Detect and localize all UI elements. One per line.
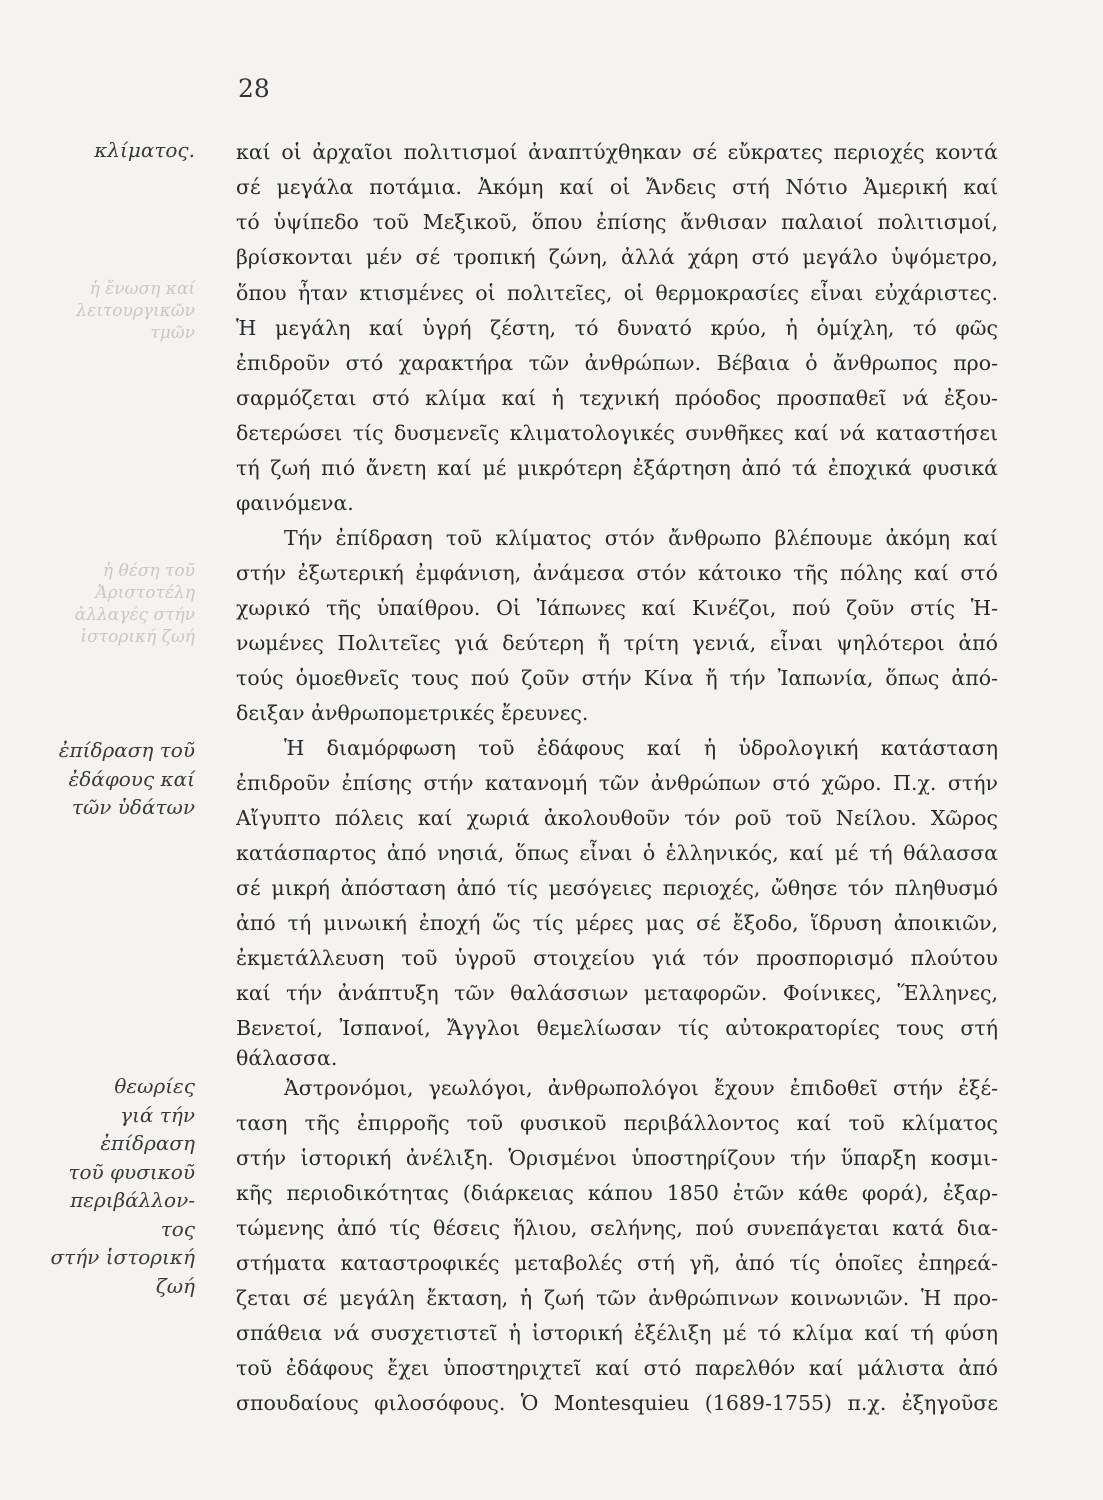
body-line: σαρμόζεται στό κλίμα καί ἡ τεχνική πρόοδος προσπαθεῖ νά ἐξου- — [236, 386, 998, 410]
body-line: Ἀστρονόμοι, γεωλόγοι, ἀνθρωπολόγοι ἔχουν ἐπιδοθεῖ στήν ἐξέ- — [284, 1076, 998, 1100]
ghost-line: Ἀριστοτέλη — [95, 583, 195, 603]
body-line: ἀπό τή μινωική ἐποχή ὥς τίς μέρες μας σέ ἔξοδο, ἵδρυση ἀποικιῶν, — [236, 911, 998, 935]
margin-note-line: γιά τήν — [120, 1102, 195, 1127]
page-number: 28 — [238, 74, 270, 103]
ghost-note-b — [35, 560, 195, 648]
body-line: Τήν ἐπίδραση τοῦ κλίματος στόν ἄνθρωπο βλέπουμε ἀκόμη καί — [284, 526, 998, 550]
margin-note-edafos — [45, 736, 195, 822]
body-line: ἐκμετάλλευση τοῦ ὑγροῦ στοιχείου γιά τόν προσπορισμό πλούτου — [236, 946, 998, 970]
body-line: ἐπιδροῦν ἐπίσης στήν κατανομή τῶν ἀνθρώπων στό χῶρο. Π.χ. στήν — [236, 771, 998, 795]
margin-note-theories — [45, 1072, 195, 1300]
body-line: σέ μεγάλα ποτάμια. Ἀκόμη καί οἱ Ἄνδεις στή Νότιο Ἀμερική καί — [236, 175, 998, 199]
body-line: σπουδαίους φιλοσόφους. Ὁ Montesquieu (1689-1755) π.χ. ἐξηγοῦσε — [236, 1391, 998, 1415]
body-line: καί οἱ ἀρχαῖοι πολιτισμοί ἀναπτύχθηκαν σέ εὔκρατες περιοχές κοντά — [236, 140, 998, 164]
body-line: στήματα καταστροφικές μεταβολές στή γῆ, ἀπό τίς ὁποῖες ἐπηρεά- — [236, 1251, 998, 1275]
margin-note-line: κλίματος. — [94, 138, 195, 162]
body-line: βρίσκονται μέν σέ τροπική ζώνη, ἀλλά χάρη στό μεγάλο ὑψόμετρο, — [236, 245, 998, 269]
ghost-line: τμῶν — [150, 323, 195, 343]
body-line: καί τήν ἀνάπτυξη τῶν θαλάσσιων μεταφορῶν. Φοίνικες, Ἕλληνες, — [236, 981, 998, 1005]
body-line: Ἡ διαμόρφωση τοῦ ἐδάφους καί ἡ ὑδρολογική κατάσταση — [284, 736, 998, 760]
ghost-line: ἱστορική ζωή — [80, 627, 195, 647]
body-line: ὅπου ἦταν κτισμένες οἱ πολιτεῖες, οἱ θερμοκρασίες εἶναι εὐχάριστες. — [236, 281, 998, 305]
margin-note-line: στήν ἱστορική — [50, 1245, 195, 1269]
body-line: σέ μικρή ἀπόσταση ἀπό τίς μεσόγειες περιοχές, ὤθησε τόν πληθυσμό — [236, 876, 998, 900]
margin-note-klimatos — [45, 136, 195, 165]
ghost-line: ἡ θέση τοῦ — [102, 561, 195, 581]
body-line: φαινόμενα. — [236, 491, 354, 515]
ghost-line: λειτουργικῶν — [76, 301, 195, 321]
body-line: δετερώσει τίς δυσμενεῖς κλιματολογικές συνθῆκες καί νά καταστήσει — [236, 421, 998, 445]
margin-note-line: ζωή — [155, 1273, 195, 1298]
margin-note-line: ἐπίδραση — [100, 1131, 195, 1155]
margin-note-line: θεωρίες — [114, 1074, 195, 1098]
margin-note-line: τοῦ φυσικοῦ — [68, 1159, 195, 1184]
body-line: στήν ἐξωτερική ἐμφάνιση, ἀνάμεσα στόν κάτοικο τῆς πόλης καί στό — [236, 561, 998, 585]
body-line: ζεται σέ μεγάλη ἔκταση, ἡ ζωή τῶν ἀνθρώπινων κοινωνιῶν. Ἡ προ- — [236, 1286, 998, 1310]
body-line: τώμενης ἀπό τίς θέσεις ἥλιου, σελήνης, πού συνεπάγεται κατά δια- — [236, 1216, 998, 1240]
margin-note-line: περιβάλλον- — [70, 1188, 195, 1212]
body-line: Αἴγυπτο πόλεις καί χωριά ἀκολουθοῦν τόν ροῦ τοῦ Νείλου. Χῶρος — [236, 806, 998, 830]
ghost-line: ἡ ἔνωση καί — [89, 279, 195, 299]
body-line: ἐπιδροῦν στό χαρακτήρα τῶν ἀνθρώπων. Βέβαια ὁ ἄνθρωπος προ- — [236, 351, 998, 375]
margin-note-line: τῶν ὑδάτων — [71, 795, 195, 819]
body-line: χωρικό τῆς ὑπαίθρου. Οἱ Ἰάπωνες καί Κινέζοι, πού ζοῦν στίς Ἡ- — [236, 596, 998, 620]
margin-note-line: ἐπίδραση τοῦ — [58, 738, 195, 762]
margin-note-line: τος — [160, 1216, 195, 1241]
body-line: Βενετοί, Ἰσπανοί, Ἄγγλοι θεμελίωσαν τίς αὐτοκρατορίες τους στή — [236, 1016, 998, 1040]
ghost-note-a — [35, 278, 195, 344]
body-line: τοῦ ἐδάφους ἔχει ὑποστηριχτεῖ καί στό παρελθόν καί μάλιστα ἀπό — [236, 1356, 998, 1380]
body-line: νωμένες Πολιτεῖες γιά δεύτερη ἤ τρίτη γενιά, εἶναι ψηλότεροι ἀπό — [236, 631, 998, 655]
body-line: τούς ὁμοεθνεῖς τους πού ζοῦν στήν Κίνα ἤ τήν Ἰαπωνία, ὅπως ἀπό- — [236, 666, 998, 690]
ghost-line: ἀλλαγές στήν — [74, 605, 195, 625]
body-line: θάλασσα. — [236, 1046, 338, 1070]
body-line: ταση τῆς ἐπιρροῆς τοῦ φυσικοῦ περιβάλλοντος καί τοῦ κλίματος — [236, 1111, 998, 1135]
body-line: στήν ἱστορική ἀνέλιξη. Ὁρισμένοι ὑποστηρίζουν τήν ὕπαρξη κοσμι- — [236, 1146, 998, 1170]
margin-note-line: ἐδάφους καί — [68, 766, 195, 791]
body-line: τή ζωή πιό ἄνετη καί μέ μικρότερη ἐξάρτηση ἀπό τά ἐποχικά φυσικά — [236, 456, 998, 480]
body-line: σπάθεια νά συσχετιστεῖ ἡ ἱστορική ἐξέλιξη μέ τό κλίμα καί τή φύση — [236, 1321, 998, 1345]
body-line: κῆς περιοδικότητας (διάρκειας κάπου 1850 ἐτῶν κάθε φορά), ἐξαρ- — [236, 1181, 998, 1205]
body-line: δειξαν ἀνθρωπομετρικές ἔρευνες. — [236, 701, 589, 725]
body-line: κατάσπαρτος ἀπό νησιά, ὅπως εἶναι ὁ ἑλληνικός, καί μέ τή θάλασσα — [236, 841, 998, 865]
body-line: τό ὑψίπεδο τοῦ Μεξικοῦ, ὅπου ἐπίσης ἄνθισαν παλαιοί πολιτισμοί, — [236, 210, 998, 234]
body-line: Ἡ μεγάλη καί ὑγρή ζέστη, τό δυνατό κρύο, ἡ ὁμίχλη, τό φῶς — [236, 316, 998, 340]
